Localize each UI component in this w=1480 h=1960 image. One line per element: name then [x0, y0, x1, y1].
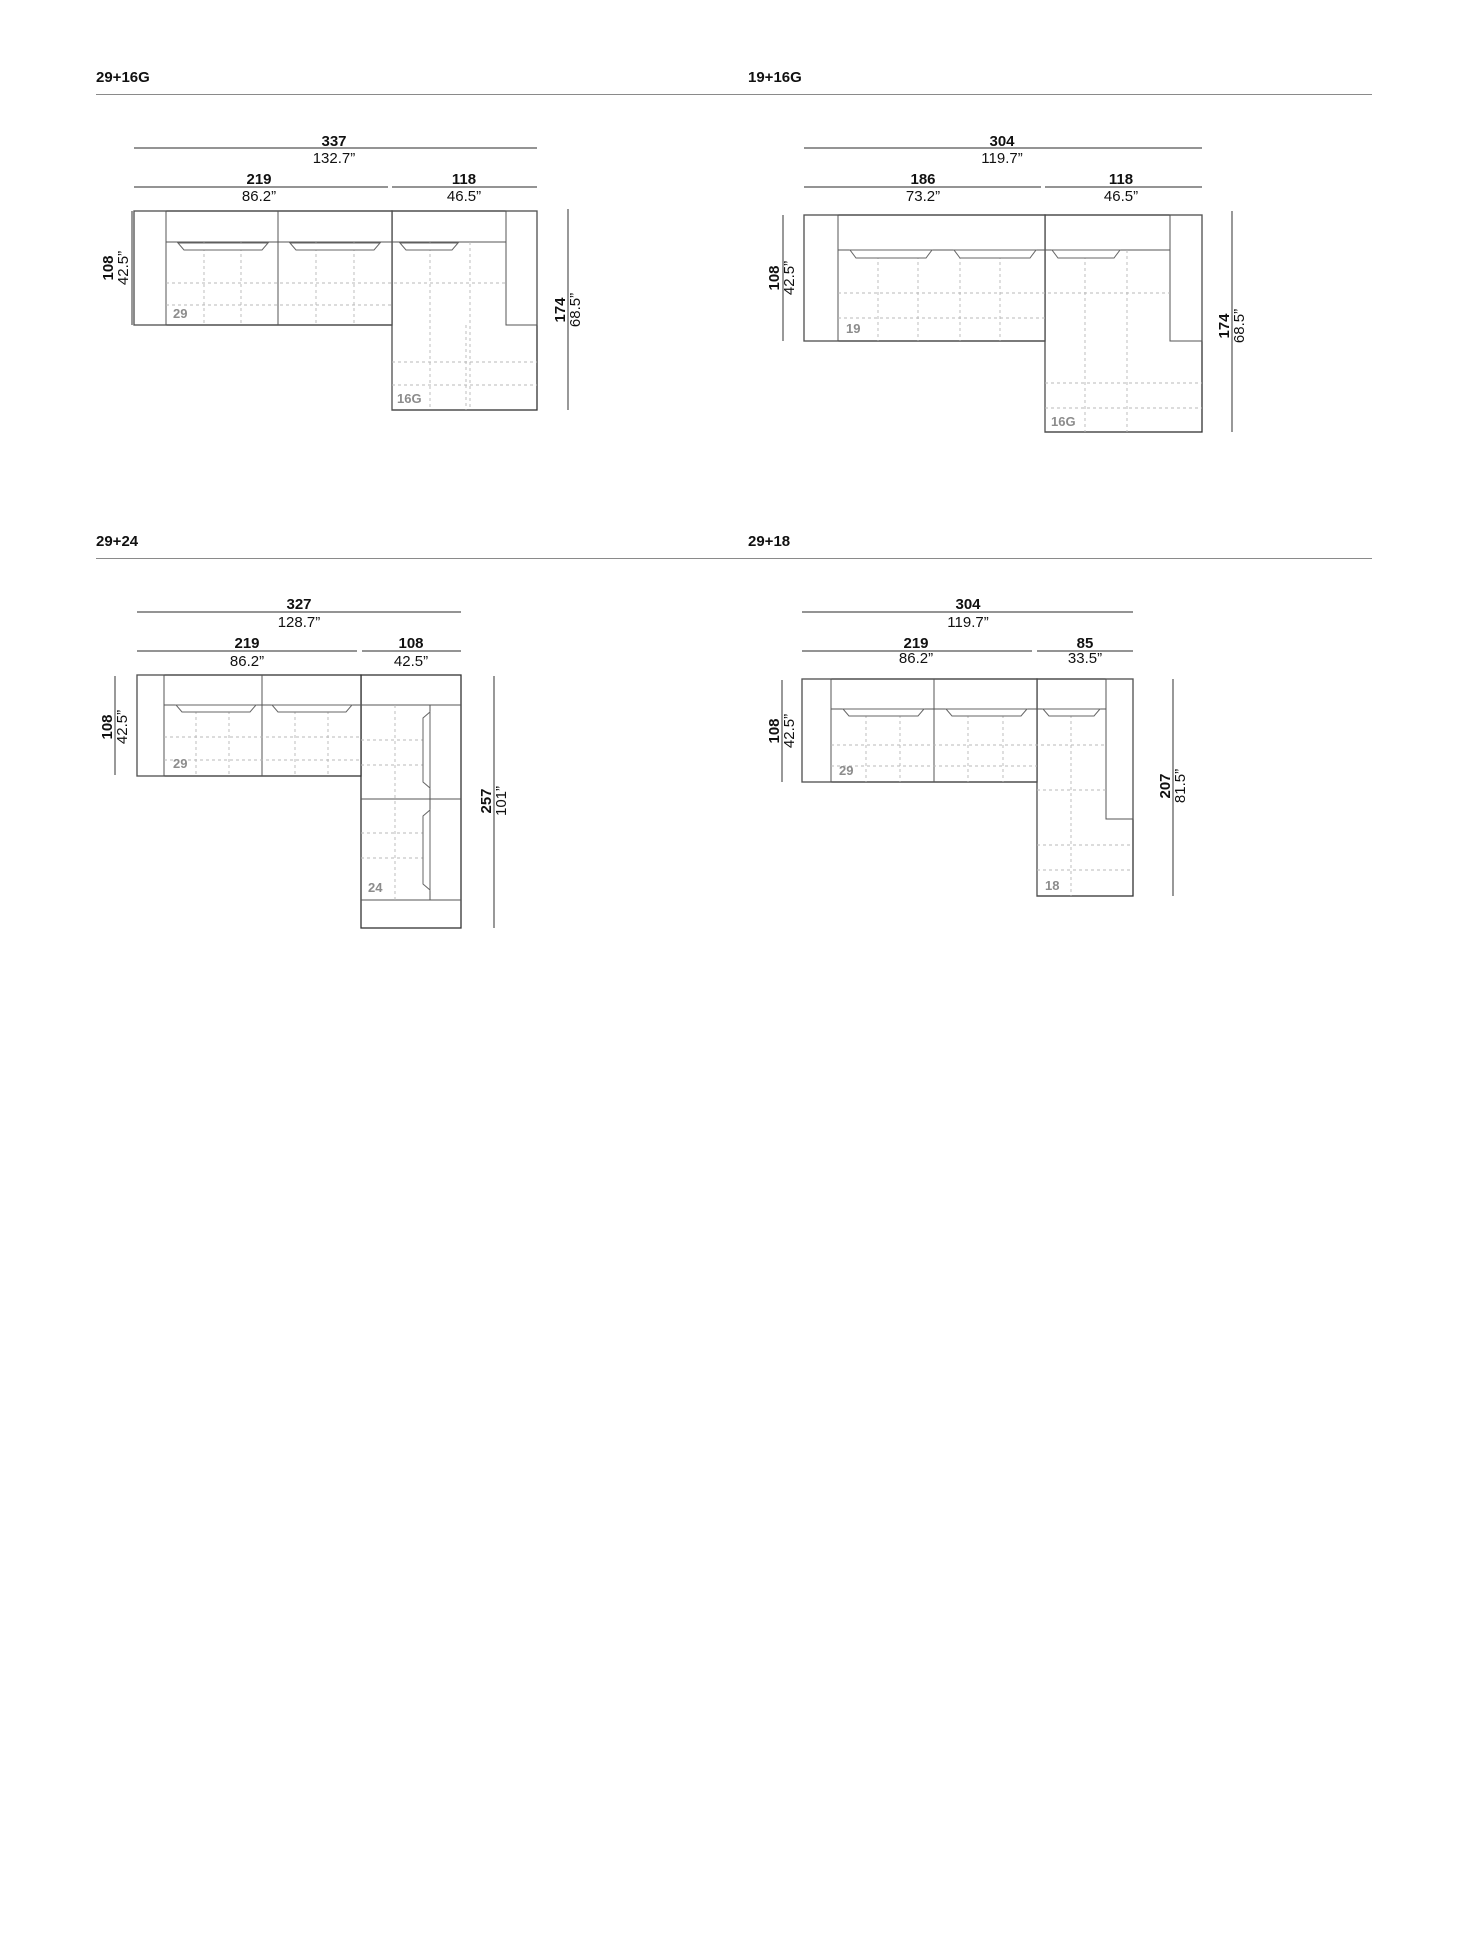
dim-overall-cm: 327	[286, 596, 312, 613]
module-label: 16G	[397, 391, 422, 406]
dim-left-in: 73.2”	[905, 188, 941, 205]
dim-left-cm: 219	[234, 635, 260, 652]
dim-left-cm: 219	[903, 635, 929, 652]
module-label: 18	[1045, 878, 1060, 893]
section-title-29-16g: 29+16G	[96, 69, 150, 86]
section-title-29-18: 29+18	[748, 533, 791, 550]
dim-depth-cm: 108	[100, 255, 117, 281]
dim-total-depth-in: 68.5”	[567, 292, 584, 328]
dim-overall-in: 128.7”	[277, 614, 321, 631]
dim-left-in: 86.2”	[229, 653, 265, 670]
dim-depth-in: 42.5”	[781, 713, 798, 749]
dim-overall-cm: 304	[989, 133, 1015, 150]
dim-right-cm: 118	[451, 171, 477, 188]
dim-overall-in: 132.7”	[312, 150, 356, 167]
dim-total-depth-in: 68.5”	[1231, 308, 1248, 344]
dim-right-cm: 108	[398, 635, 424, 652]
dim-right-in: 46.5”	[1103, 188, 1139, 205]
dim-depth-cm: 108	[99, 714, 116, 740]
dim-depth-in: 42.5”	[781, 260, 798, 296]
section-title-29-24: 29+24	[96, 533, 139, 550]
dim-right-cm: 85	[1076, 635, 1094, 652]
module-label: 29	[173, 756, 188, 771]
dim-left-cm: 219	[246, 171, 272, 188]
dim-right-in: 42.5”	[393, 653, 429, 670]
dim-total-depth-cm: 174	[552, 297, 569, 323]
dim-total-depth-in: 101”	[493, 785, 510, 817]
dim-total-depth-cm: 174	[1216, 313, 1233, 339]
dim-right-cm: 118	[1108, 171, 1134, 188]
dim-overall-in: 119.7”	[947, 614, 989, 631]
dim-depth-in: 42.5”	[114, 709, 131, 745]
dim-depth-cm: 108	[766, 718, 783, 744]
dim-overall-cm: 337	[321, 133, 347, 150]
dim-overall-in: 119.7”	[981, 150, 1023, 167]
dim-left-cm: 186	[910, 171, 936, 188]
module-label: 29	[839, 763, 854, 778]
dim-depth-cm: 108	[766, 265, 783, 291]
dim-total-depth-cm: 207	[1157, 773, 1174, 799]
dim-left-in: 86.2”	[898, 650, 934, 667]
module-label: 24	[368, 880, 383, 895]
plan-drawing-29-18	[0, 0, 1480, 960]
section-title-19-16g: 19+16G	[748, 69, 802, 86]
dim-overall-cm: 304	[955, 596, 981, 613]
module-label: 16G	[1051, 414, 1076, 429]
dim-total-depth-cm: 257	[478, 788, 495, 814]
dim-right-in: 33.5”	[1067, 650, 1103, 667]
dim-left-in: 86.2”	[241, 188, 277, 205]
sofa-plan	[802, 679, 1133, 896]
module-label: 19	[846, 321, 861, 336]
dim-right-in: 46.5”	[446, 188, 482, 205]
module-label: 29	[173, 306, 188, 321]
dim-depth-in: 42.5”	[115, 250, 132, 286]
dim-total-depth-in: 81.5”	[1172, 768, 1189, 804]
